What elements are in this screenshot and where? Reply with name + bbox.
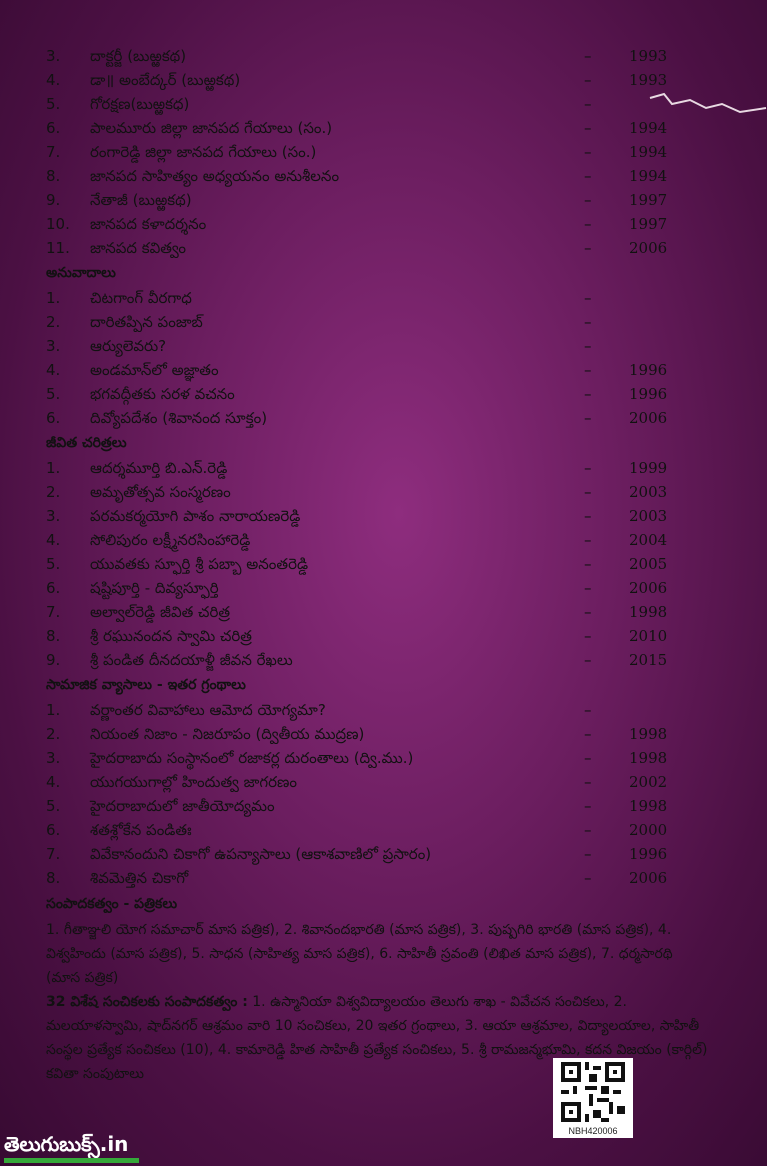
year: 1998 <box>629 603 668 621</box>
list-item: 7. అల్వాల్‌రెడ్డి జీవిత చరిత్ర – 1998 <box>0 600 767 624</box>
year: 1997 <box>629 215 668 233</box>
year: 2003 <box>629 507 668 525</box>
book-title: భగవద్గీతకు సరళ వచనం <box>90 385 235 403</box>
year: 1998 <box>629 725 668 743</box>
book-title: ఆదర్శమూర్తి బి.ఎన్.రెడ్డి <box>90 459 228 477</box>
list-item: 2. అమృతోత్సవ సంస్మరణం – 2003 <box>0 480 767 504</box>
year: 2006 <box>629 579 668 597</box>
section-heading-essays: సామాజిక వ్యాసాలు - ఇతర గ్రంథాలు <box>46 677 246 693</box>
list-item: 4. అండమాన్‌లో అజ్ఞాతం – 1996 <box>0 358 767 382</box>
watermark-underline <box>4 1158 139 1163</box>
book-title: అండమాన్‌లో అజ్ఞాతం <box>90 361 219 379</box>
list-item: 4. డా॥ అంబేద్కర్ (బుఱ్ఱకథ) – 1993 <box>0 68 767 92</box>
book-title: అల్వాల్‌రెడ్డి జీవిత చరిత్ర <box>90 603 231 621</box>
book-title: పాలమూరు జిల్లా జానపద గేయాలు (సం.) <box>90 119 333 137</box>
year: 1998 <box>629 797 668 815</box>
year: 1993 <box>629 71 668 89</box>
year: 2006 <box>629 869 668 887</box>
list-item: 6. పాలమూరు జిల్లా జానపద గేయాలు (సం.) – 1994 <box>0 116 767 140</box>
list-item: 1. చిటగాంగ్ వీరగాధ – <box>0 286 767 310</box>
year: 1996 <box>629 361 668 379</box>
list-item: 3. హైదరాబాదు సంస్థానంలో రజాకర్ల దురంతాలు (ద్వి.ము.) – 1998 <box>0 746 767 770</box>
list-item: 6. దివ్యోపదేశం (శివానంద సూక్తం) – 2006 <box>0 406 767 430</box>
book-title: అమృతోత్సవ సంస్మరణం <box>90 483 231 501</box>
book-title: దివ్యోపదేశం (శివానంద సూక్తం) <box>90 409 268 427</box>
year: 1993 <box>629 47 668 65</box>
list-item: 9. నేతాజీ (బుఱ్ఱకథ) – 1997 <box>0 188 767 212</box>
book-title: యుగయుగాల్లో హిందుత్వ జాగరణం <box>90 773 297 791</box>
year: 1996 <box>629 385 668 403</box>
book-title: డా॥ అంబేద్కర్ (బుఱ్ఱకథ) <box>90 71 241 89</box>
book-title: ఆర్యులెవరు? <box>90 337 167 355</box>
list-item: 2. దారితప్పిన పంజాబ్ – <box>0 310 767 334</box>
book-title: దారితప్పిన పంజాబ్ <box>90 313 203 331</box>
year: 2015 <box>629 651 668 669</box>
section-heading-translations: అనువాదాలు <box>46 265 116 281</box>
special-issues-label: 32 విశేష సంచికలకు సంపాదకత్వం : <box>46 994 248 1010</box>
year: 2006 <box>629 239 668 257</box>
year: 1994 <box>629 167 668 185</box>
list-item: 1. ఆదర్శమూర్తి బి.ఎన్.రెడ్డి – 1999 <box>0 456 767 480</box>
qr-code-icon <box>561 1062 625 1122</box>
list-item: 8. శివమెత్తిన చికాగో – 2006 <box>0 866 767 890</box>
list-item: 5. భగవద్గీతకు సరళ వచనం – 1996 <box>0 382 767 406</box>
year: 1998 <box>629 749 668 767</box>
book-title: సోలిపురం లక్ష్మీనరసింహారెడ్డి <box>90 531 251 549</box>
list-item: 4. యుగయుగాల్లో హిందుత్వ జాగరణం – 2002 <box>0 770 767 794</box>
book-title: హైదరాబాదు సంస్థానంలో రజాకర్ల దురంతాలు (ద్వి.ము.) <box>90 749 414 767</box>
site-watermark: తెలుగుబుక్స్.in <box>4 1132 129 1156</box>
list-item: 6. శతశ్లోకేన పండితః – 2000 <box>0 818 767 842</box>
list-item: 3. దాక్టర్జీ (బుఱ్ఱకథ) – 1993 <box>0 44 767 68</box>
list-item: 5. హైదరాబాదులో జాతీయోద్యమం – 1998 <box>0 794 767 818</box>
year: 1994 <box>629 119 668 137</box>
editorship-paragraph: 1. గీతాఞ్జలి యోగ సమాచార్ మాస పత్రిక), 2. శివానందభారతి (మాస పత్రిక), 3. పుష్పగిరి భారతి (మాస పత్రిక), 4. విశ్వహిందు (మాస పత్రిక), 5. సాధన (సాహిత్య మాస పత్రిక), 6. సాహితీ స్రవంతి (లిఖిత మాస పత్రిక), 7. ధర్మసారథి (మాస పత్రిక) <box>46 922 673 986</box>
list-item: 8. శ్రీ రఘునందన స్వామి చరిత్ర – 2010 <box>0 624 767 648</box>
list-item: 3. ఆర్యులెవరు? – <box>0 334 767 358</box>
list-item: 1. వర్ణాంతర వివాహాలు ఆమోద యోగ్యమా? – <box>0 698 767 722</box>
section-heading-editorship: సంపాదకత్వం - పత్రికలు <box>46 896 178 912</box>
book-title: యువతకు స్ఫూర్తి శ్రీ పబ్బా అనంతరెడ్డి <box>90 555 309 573</box>
year: 2002 <box>629 773 668 791</box>
book-title: చిటగాంగ్ వీరగాధ <box>90 289 192 307</box>
book-title: దాక్టర్జీ (బుఱ్ఱకథ) <box>90 47 187 65</box>
qr-code-label: NBH420006 <box>568 1126 618 1136</box>
list-item: 2. నియంత నిజాం - నిజరూపం (ద్వితీయ ముద్రణ) – 1998 <box>0 722 767 746</box>
list-item: 5. గోరక్షణ(బుఱ్ఱకధ) – <box>0 92 767 116</box>
book-title: రంగారెడ్డి జిల్లా జానపద గేయాలు (సం.) <box>90 143 317 161</box>
year: 1999 <box>629 459 668 477</box>
section-heading-biographies: జీవిత చరిత్రలు <box>46 435 127 451</box>
book-title: జానపద సాహిత్యం అధ్యయనం అనుశీలనం <box>90 167 340 185</box>
special-issues-text: 1. ఉస్మానియా విశ్వవిద్యాలయం తెలుగు శాఖ - వివేచన సంచికలు, 2. మలయాళస్వామి, షాద్‌నగర్ ఆశ్రమం వారి 10 సంచికలు, 20 ఇతర గ్రంథాలు, 3. ఆయా ఆశ్రమాల, విద్యాలయాల, సాహితీ సంస్థల ప్రత్యేక సంచికలు (10), 4. కామారెడ్డి హిత సాహితీ ప్రత్యేక సంచికలు, 5. శ్రీ రామజన్మభూమి, కదన విజయం (కార్గిల్) కవితా సంపుటాలు <box>46 994 708 1082</box>
book-title: శ్రీ పండిత దీనదయాళ్జీ జీవన రేఖలు <box>90 651 293 669</box>
list-item: 4. సోలిపురం లక్ష్మీనరసింహారెడ్డి – 2004 <box>0 528 767 552</box>
list-item: 7. వివేకానందుని చికాగో ఉపన్యాసాలు (ఆకాశవాణిలో ప్రసారం) – 1996 <box>0 842 767 866</box>
year: 1997 <box>629 191 668 209</box>
list-item: 11. జానపద కవిత్వం – 2006 <box>0 236 767 260</box>
year: 2000 <box>629 821 668 839</box>
book-title: హైదరాబాదులో జాతీయోద్యమం <box>90 797 275 815</box>
list-item: 9. శ్రీ పండిత దీనదయాళ్జీ జీవన రేఖలు – 2015 <box>0 648 767 672</box>
book-title: నియంత నిజాం - నిజరూపం (ద్వితీయ ముద్రణ) <box>90 725 365 743</box>
qr-code <box>553 1058 633 1138</box>
list-item: 7. రంగారెడ్డి జిల్లా జానపద గేయాలు (సం.) – 1994 <box>0 140 767 164</box>
book-title: వివేకానందుని చికాగో ఉపన్యాసాలు (ఆకాశవాణిలో ప్రసారం) <box>90 845 432 863</box>
list-item: 5. యువతకు స్ఫూర్తి శ్రీ పబ్బా అనంతరెడ్డి – 2005 <box>0 552 767 576</box>
list-item: 8. జానపద సాహిత్యం అధ్యయనం అనుశీలనం – 1994 <box>0 164 767 188</box>
year: 1996 <box>629 845 668 863</box>
book-title: వర్ణాంతర వివాహాలు ఆమోద యోగ్యమా? <box>90 701 326 719</box>
list-item: 10. జానపద కళాదర్శనం – 1997 <box>0 212 767 236</box>
year: 2006 <box>629 409 668 427</box>
book-title: జానపద కళాదర్శనం <box>90 215 207 233</box>
book-title: జానపద కవిత్వం <box>90 239 187 257</box>
list-item: 3. పరమకర్మయోగి పాశం నారాయణరెడ్డి – 2003 <box>0 504 767 528</box>
year: 2004 <box>629 531 668 549</box>
book-title: గోరక్షణ(బుఱ్ఱకధ) <box>90 95 190 113</box>
book-title: నేతాజీ (బుఱ్ఱకథ) <box>90 191 192 209</box>
year: 2010 <box>629 627 668 645</box>
list-item: 6. షష్టిపూర్తి - దివ్యస్ఫూర్తి – 2006 <box>0 576 767 600</box>
book-title: శివమెత్తిన చికాగో <box>90 869 189 887</box>
book-title: పరమకర్మయోగి పాశం నారాయణరెడ్డి <box>90 507 301 525</box>
year: 1994 <box>629 143 668 161</box>
year: 2003 <box>629 483 668 501</box>
year: 2005 <box>629 555 668 573</box>
book-title: శతశ్లోకేన పండితః <box>90 821 192 839</box>
book-title: షష్టిపూర్తి - దివ్యస్ఫూర్తి <box>90 579 219 597</box>
book-title: శ్రీ రఘునందన స్వామి చరిత్ర <box>90 627 252 645</box>
